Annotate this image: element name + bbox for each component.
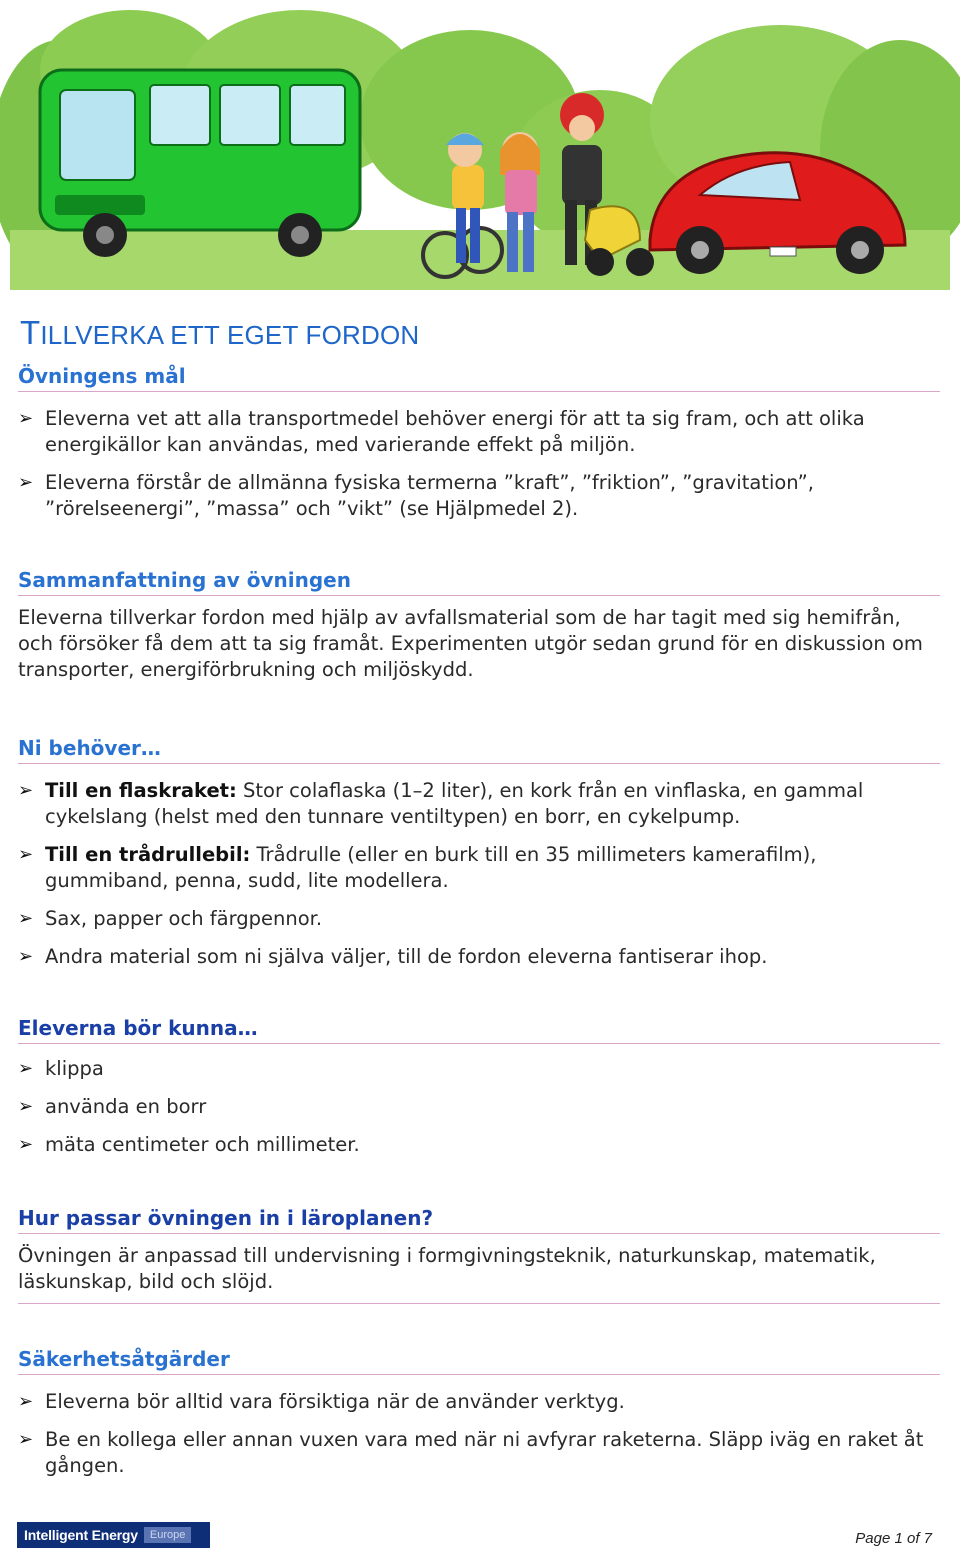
safety-heading: Säkerhetsåtgärder: [18, 1347, 940, 1375]
arrow-bullet-icon: ➢: [18, 844, 34, 865]
logo-subtext: Europe: [144, 1527, 191, 1543]
goals-list: [18, 406, 940, 522]
list-item: ➢ Till en trådrullebil: Trådrulle (eller en burk till en 35 millimeters kamerafilm), gummiband, penna, sudd, lite modellera.: [18, 843, 817, 892]
arrow-bullet-icon: ➢: [18, 1058, 34, 1079]
list-item: ➢ Be en kollega eller annan vuxen vara med när ni avfyrar raketerna. Släpp iväg en raket åt gången.: [18, 1428, 924, 1477]
vehicles-illustration: [0, 0, 960, 310]
page-title-initial: T: [20, 314, 41, 351]
arrow-bullet-icon: ➢: [18, 408, 34, 429]
bus-image: [40, 70, 360, 257]
summary-heading: Sammanfattning av övningen: [18, 568, 940, 596]
summary-section: [18, 568, 940, 683]
arrow-bullet-icon: ➢: [18, 472, 34, 493]
list-item: ➢ Eleverna vet att alla transportmedel behöver energi för att ta sig fram, och att olika energikällor kan användas, med varierande effekt på miljön.: [18, 407, 865, 456]
needs-section: [18, 736, 940, 970]
skills-list: [18, 1056, 940, 1158]
list-item: ➢ använda en borr: [18, 1095, 207, 1118]
skills-section: [18, 1016, 940, 1158]
skills-heading: Eleverna bör kunna…: [18, 1016, 940, 1044]
list-item-label: Till en flaskraket:: [45, 779, 237, 802]
goals-section: [18, 364, 940, 522]
curriculum-section: [18, 1206, 940, 1304]
intelligent-energy-logo: [17, 1522, 210, 1548]
arrow-bullet-icon: ➢: [18, 946, 34, 967]
needs-list: [18, 778, 940, 970]
arrow-bullet-icon: ➢: [18, 1096, 34, 1117]
summary-text: Eleverna tillverkar fordon med hjälp av avfallsmaterial som de har tagit med sig hemifrån, och försöker få dem att ta sig framåt. Experimenten utgör sedan grund för en diskussion om transporter, energiförbrukning och miljöskydd.: [18, 606, 923, 681]
list-item: ➢ Sax, papper och färgpennor.: [18, 907, 323, 930]
curriculum-text: Övningen är anpassad till undervisning i formgivningsteknik, naturkunskap, matematik, läskunskap, bild och slöjd.: [18, 1243, 940, 1304]
list-item: ➢ Till en flaskraket: Stor colaflaska (1–2 liter), en kork från en vinflaska, en gammal cykelslang (helst med den tunnare ventiltypen) en borr, en cykelpump.: [18, 779, 864, 828]
arrow-bullet-icon: ➢: [18, 908, 34, 929]
list-item: ➢ klippa: [18, 1057, 104, 1080]
list-item: ➢ Eleverna förstår de allmänna fysiska termerna ”kraft”, ”friktion”, ”gravitation”, ”rörelseenergi”, ”massa” och ”vikt” (se Hjälpmedel 2).: [18, 471, 814, 520]
needs-heading: Ni behöver…: [18, 736, 940, 764]
arrow-bullet-icon: ➢: [18, 1391, 34, 1412]
page-number: Page 1 of 7: [855, 1530, 932, 1547]
list-item: ➢ Andra material som ni själva väljer, till de fordon eleverna fantiserar ihop.: [18, 945, 768, 968]
logo-text: Intelligent Energy: [24, 1527, 138, 1543]
safety-list: [18, 1389, 940, 1479]
list-item-label: Till en trådrullebil:: [45, 843, 251, 866]
list-item: ➢ Eleverna bör alltid vara försiktiga när de använder verktyg.: [18, 1390, 625, 1413]
safety-section: [18, 1347, 940, 1479]
page-title: [20, 314, 419, 352]
curriculum-heading: Hur passar övningen in i läroplanen?: [18, 1206, 940, 1234]
arrow-bullet-icon: ➢: [18, 1429, 34, 1450]
page-title-rest: ILLVERKA ETT EGET FORDON: [40, 320, 420, 350]
arrow-bullet-icon: ➢: [18, 1134, 34, 1155]
arrow-bullet-icon: ➢: [18, 780, 34, 801]
list-item: ➢ mäta centimeter och millimeter.: [18, 1133, 360, 1156]
goals-heading: Övningens mål: [18, 364, 940, 392]
